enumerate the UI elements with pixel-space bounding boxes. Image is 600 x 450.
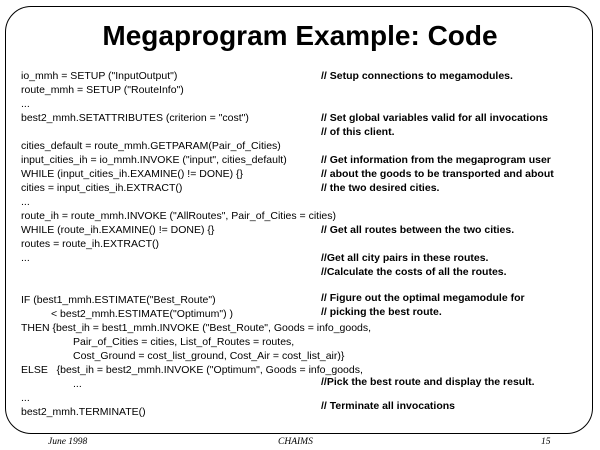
footer-project: CHAIMS [278,437,313,447]
footer-slide-number: 15 [541,437,551,447]
code-line: route_ih = route_mmh.INVOKE ("AllRoutes", Pair_of_Cities = cities) [21,210,336,222]
code-line: cities = input_cities_ih.EXTRACT() [21,182,183,194]
code-comment: // Figure out the optimal megamodule for [321,292,525,304]
code-comment: // Get all routes between the two cities. [321,224,515,236]
code-line: ... [73,378,82,390]
code-line: io_mmh = SETUP ("InputOutput") [21,70,178,82]
code-line: Cost_Ground = cost_list_ground, Cost_Air = cost_list_air)} [73,350,345,362]
code-line: ... [21,252,30,264]
code-line: IF (best1_mmh.ESTIMATE("Best_Route") [21,294,216,306]
code-line: WHILE (route_ih.EXAMINE() != DONE) {} [21,224,215,236]
code-line: WHILE (input_cities_ih.EXAMINE() != DONE) {} [21,168,244,180]
code-comment: // picking the best route. [321,306,442,318]
code-line: best2_mmh.TERMINATE() [21,406,146,418]
code-comment: //Pick the best route and display the result. [321,376,535,388]
code-comment: // about the goods to be transported and about [321,168,554,180]
code-line: best2_mmh.SETATTRIBUTES (criterion = "cost") [21,112,249,124]
code-comment: // Get information from the megaprogram user [321,154,551,166]
slide-title: Megaprogram Example: Code [102,20,498,51]
code-line: ... [21,98,30,110]
code-comment: //Calculate the costs of all the routes. [321,266,507,278]
code-line: routes = route_ih.EXTRACT() [21,238,160,250]
code-comment: // Set global variables valid for all invocations [321,112,548,124]
code-line: route_mmh = SETUP ("RouteInfo") [21,84,184,96]
code-line: input_cities_ih = io_mmh.INVOKE ("input", cities_default) [21,154,287,166]
code-line: THEN {best_ih = best1_mmh.INVOKE ("Best_Route", Goods = info_goods, [21,322,372,334]
code-comment: // Terminate all invocations [321,400,456,412]
code-comment: // of this client. [321,126,395,138]
code-comment: // the two desired cities. [321,182,440,194]
footer-date: June 1998 [48,437,88,447]
code-line: Pair_of_Cities = cities, List_of_Routes = routes, [73,336,295,348]
code-comment: // Setup connections to megamodules. [321,70,513,82]
code-line: ... [21,392,30,404]
code-line: ... [21,196,30,208]
code-line: ELSE {best_ih = best2_mmh.INVOKE ("Optimum", Goods = info_goods, [21,364,363,376]
code-line: < best2_mmh.ESTIMATE("Optimum") ) [51,308,234,320]
code-comment: //Get all city pairs in these routes. [321,252,489,264]
code-line: cities_default = route_mmh.GETPARAM(Pair_of_Cities) [21,140,281,152]
